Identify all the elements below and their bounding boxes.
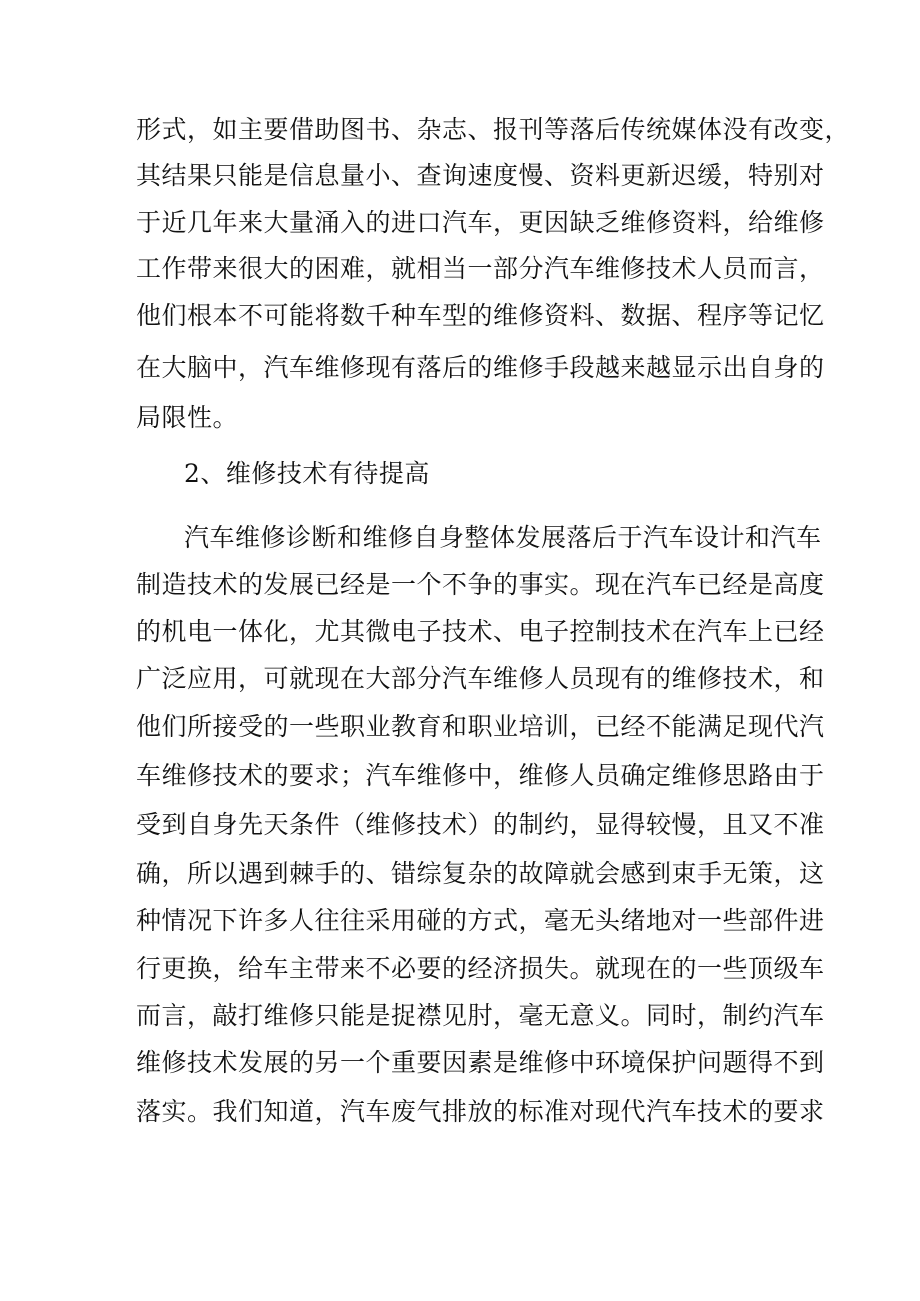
paragraph-2-line-3: 的机电一体化，尤其微电子技术、电子控制技术在汽车上已经	[136, 617, 825, 646]
paragraph-2-line-4: 广泛应用，可就现在大部分汽车维修人员现有的维修技术，和	[136, 664, 825, 693]
paragraph-2-line-12: 维修技术发展的另一个重要因素是维修中环境保护问题得不到	[136, 1048, 825, 1077]
paragraph-2-line-10: 行更换，给车主带来不必要的经济损失。就现在的一些顶级车	[136, 954, 825, 983]
paragraph-1-line-2: 其结果只能是信息量小、查询速度慢、资料更新迟缓，特别对	[136, 161, 825, 190]
section-heading: 2、维修技术有待提高	[184, 459, 430, 488]
paragraph-1-line-7: 局限性。	[136, 403, 239, 432]
paragraph-1-line-1: 形式，如主要借助图书、杂志、报刊等落后传统媒体没有改变，	[136, 115, 851, 144]
paragraph-2-line-8: 确，所以遇到棘手的、错综复杂的故障就会感到束手无策，这	[136, 859, 825, 888]
paragraph-1-line-6: 在大脑中，汽车维修现有落后的维修手段越来越显示出自身的	[136, 353, 825, 382]
paragraph-1-line-4: 工作带来很大的困难，就相当一部分汽车维修技术人员而言，	[136, 254, 825, 283]
paragraph-2-line-9: 种情况下许多人往往采用碰的方式，毫无头绪地对一些部件进	[136, 906, 825, 935]
paragraph-2-line-11: 而言，敲打维修只能是捉襟见肘，毫无意义。同时，制约汽车	[136, 1001, 825, 1030]
paragraph-1-line-5: 他们根本不可能将数千种车型的维修资料、数据、程序等记忆	[136, 301, 825, 330]
paragraph-2-line-2: 制造技术的发展已经是一个不争的事实。现在汽车已经是高度	[136, 570, 825, 599]
paragraph-2-line-6: 车维修技术的要求；汽车维修中，维修人员确定维修思路由于	[136, 761, 825, 790]
paragraph-2-line-5: 他们所接受的一些职业教育和职业培训，已经不能满足现代汽	[136, 712, 825, 741]
paragraph-1-line-3: 于近几年来大量涌入的进口汽车，更因缺乏维修资料，给维修	[136, 208, 825, 237]
paragraph-2-line-13: 落实。我们知道，汽车废气排放的标准对现代汽车技术的要求	[136, 1097, 825, 1126]
paragraph-2-line-1: 汽车维修诊断和维修自身整体发展落后于汽车设计和汽车	[184, 523, 822, 552]
paragraph-2-line-7: 受到自身先天条件（维修技术）的制约，显得较慢，且又不准	[136, 810, 825, 839]
